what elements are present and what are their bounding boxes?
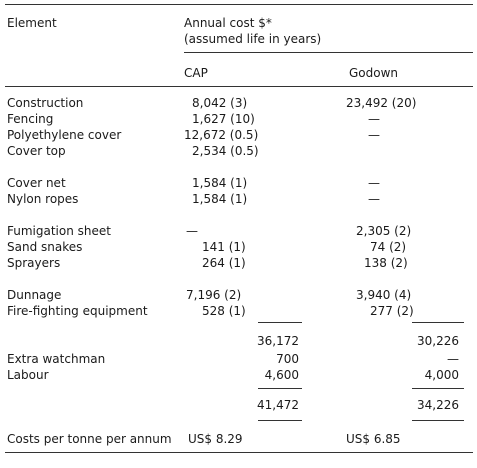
total-underline-godown bbox=[412, 420, 464, 421]
row-label: Polyethylene cover bbox=[7, 128, 122, 142]
top-rule bbox=[5, 4, 473, 5]
col-header-godown: Godown bbox=[349, 66, 399, 80]
total-rule-cap bbox=[258, 388, 302, 389]
row-label: Cover net bbox=[7, 176, 66, 190]
extra-cap: 4,600 bbox=[264, 368, 299, 382]
row-godown: — bbox=[368, 112, 380, 126]
row-label: Cover top bbox=[7, 144, 66, 158]
cost-per-tonne-godown: US$ 6.85 bbox=[346, 432, 401, 446]
header-sub-rule bbox=[184, 52, 473, 53]
total-rule-godown bbox=[412, 388, 464, 389]
cost-per-tonne-cap: US$ 8.29 bbox=[188, 432, 243, 446]
row-godown: — bbox=[368, 192, 380, 206]
total-underline-cap bbox=[258, 420, 302, 421]
row-label: Sand snakes bbox=[7, 240, 83, 254]
row-cap: 1,627 (10) bbox=[192, 112, 255, 126]
row-cap: 141 (1) bbox=[202, 240, 246, 254]
subtotal-rule-godown bbox=[412, 322, 464, 323]
row-godown: — bbox=[368, 176, 380, 190]
row-cap: 528 (1) bbox=[202, 304, 246, 318]
extra-godown: 4,000 bbox=[424, 368, 459, 382]
row-cap: 8,042 (3) bbox=[192, 96, 248, 110]
header-bottom-rule bbox=[5, 86, 473, 87]
subtotal-cap: 36,172 bbox=[257, 334, 299, 348]
cost-per-tonne-label: Costs per tonne per annum bbox=[7, 432, 172, 446]
row-godown: 23,492 (20) bbox=[346, 96, 417, 110]
extra-label: Labour bbox=[7, 368, 49, 382]
header-assumed-life: (assumed life in years) bbox=[184, 32, 322, 46]
row-godown: 138 (2) bbox=[364, 256, 408, 270]
extra-cap: 700 bbox=[276, 352, 299, 366]
extra-label: Extra watchman bbox=[7, 352, 106, 366]
subtotal-godown: 30,226 bbox=[417, 334, 459, 348]
bottom-rule bbox=[5, 452, 473, 453]
row-cap: 7,196 (2) bbox=[186, 288, 242, 302]
header-annual-cost: Annual cost $* bbox=[184, 16, 272, 30]
row-label: Dunnage bbox=[7, 288, 62, 302]
total-godown: 34,226 bbox=[417, 398, 459, 412]
row-godown: 74 (2) bbox=[370, 240, 407, 254]
row-label: Construction bbox=[7, 96, 84, 110]
row-label: Fencing bbox=[7, 112, 54, 126]
row-cap: 264 (1) bbox=[202, 256, 246, 270]
row-cap: 12,672 (0.5) bbox=[184, 128, 259, 142]
row-cap: — bbox=[186, 224, 198, 238]
subtotal-rule-cap bbox=[258, 322, 302, 323]
row-godown: — bbox=[368, 128, 380, 142]
row-godown: 3,940 (4) bbox=[356, 288, 412, 302]
row-godown: 2,305 (2) bbox=[356, 224, 412, 238]
extra-godown: — bbox=[447, 352, 459, 366]
row-cap: 1,584 (1) bbox=[192, 192, 248, 206]
total-cap: 41,472 bbox=[257, 398, 299, 412]
col-header-cap: CAP bbox=[184, 66, 208, 80]
row-label: Sprayers bbox=[7, 256, 61, 270]
row-label: Fire-fighting equipment bbox=[7, 304, 148, 318]
row-godown: 277 (2) bbox=[370, 304, 414, 318]
header-element: Element bbox=[7, 16, 57, 30]
row-label: Nylon ropes bbox=[7, 192, 79, 206]
row-cap: 2,534 (0.5) bbox=[192, 144, 259, 158]
row-cap: 1,584 (1) bbox=[192, 176, 248, 190]
row-label: Fumigation sheet bbox=[7, 224, 111, 238]
